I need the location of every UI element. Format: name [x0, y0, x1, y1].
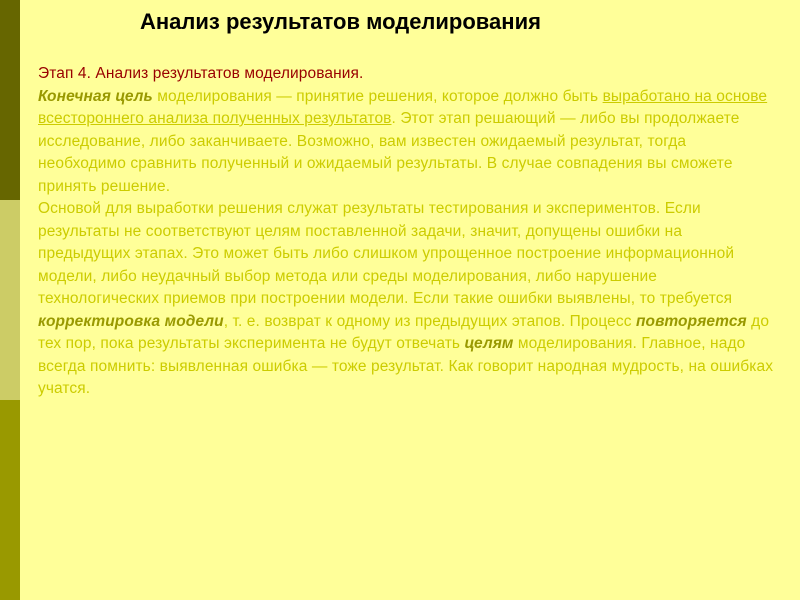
slide-body [38, 63, 778, 401]
slide-sidebar-decoration [0, 0, 20, 600]
paragraph-goal [38, 86, 778, 199]
term-repeats: повторяется [635, 312, 747, 330]
paragraph-goal-text-b: . Этот этап решающий — либо вы продолжаете исследование, либо заканчиваете. Возможно, вам известен ожидаемый результат, тогда необходимо сравнить полученный и ожидаемый результаты. В случае совпадения вы сможете принять решение. [38, 110, 740, 195]
sidebar-segment-olive [0, 400, 20, 600]
paragraph-basis-text-b: , т. е. возврат к одному из предыдущих этапов. Процесс [223, 312, 636, 330]
paragraph-goal-underlined: выработано на основе всестороннего анализа полученных результатов [38, 87, 768, 127]
term-final-goal: Конечная цель [38, 87, 153, 105]
term-goals: целям [464, 335, 514, 352]
paragraph-basis-text-c: до тех пор, пока результаты эксперимента не будут отвечать [38, 312, 770, 352]
sidebar-segment-dark [0, 0, 20, 200]
paragraph-goal-text-a: моделирования — принятие решения, которое должно быть [152, 87, 603, 105]
slide-title: Анализ результатов моделирования [140, 9, 541, 34]
paragraph-decision-basis [38, 198, 778, 401]
stage-heading: Этап 4. Анализ результатов моделирования. [38, 65, 364, 82]
sidebar-segment-light [0, 200, 20, 400]
term-model-correction: корректировка модели [38, 312, 224, 330]
paragraph-basis-text-d: моделирования. Главное, надо всегда помнить: выявленная ошибка — тоже результат. Как говорит народная мудрость, на ошибках учатся. [38, 335, 774, 397]
paragraph-basis-text-a: Основой для выработки решения служат результаты тестирования и экспериментов. Если результаты не соответствуют целям поставленной задачи, значит, допущены ошибки на предыдущих этапах. Это может быть либо слишком упрощенное построение информационной модели, либо неудачный выбор метода или среды моделирования, либо нарушение технологических приемов при построении модели. Если такие ошибки выявлены, то требуется [38, 200, 735, 307]
